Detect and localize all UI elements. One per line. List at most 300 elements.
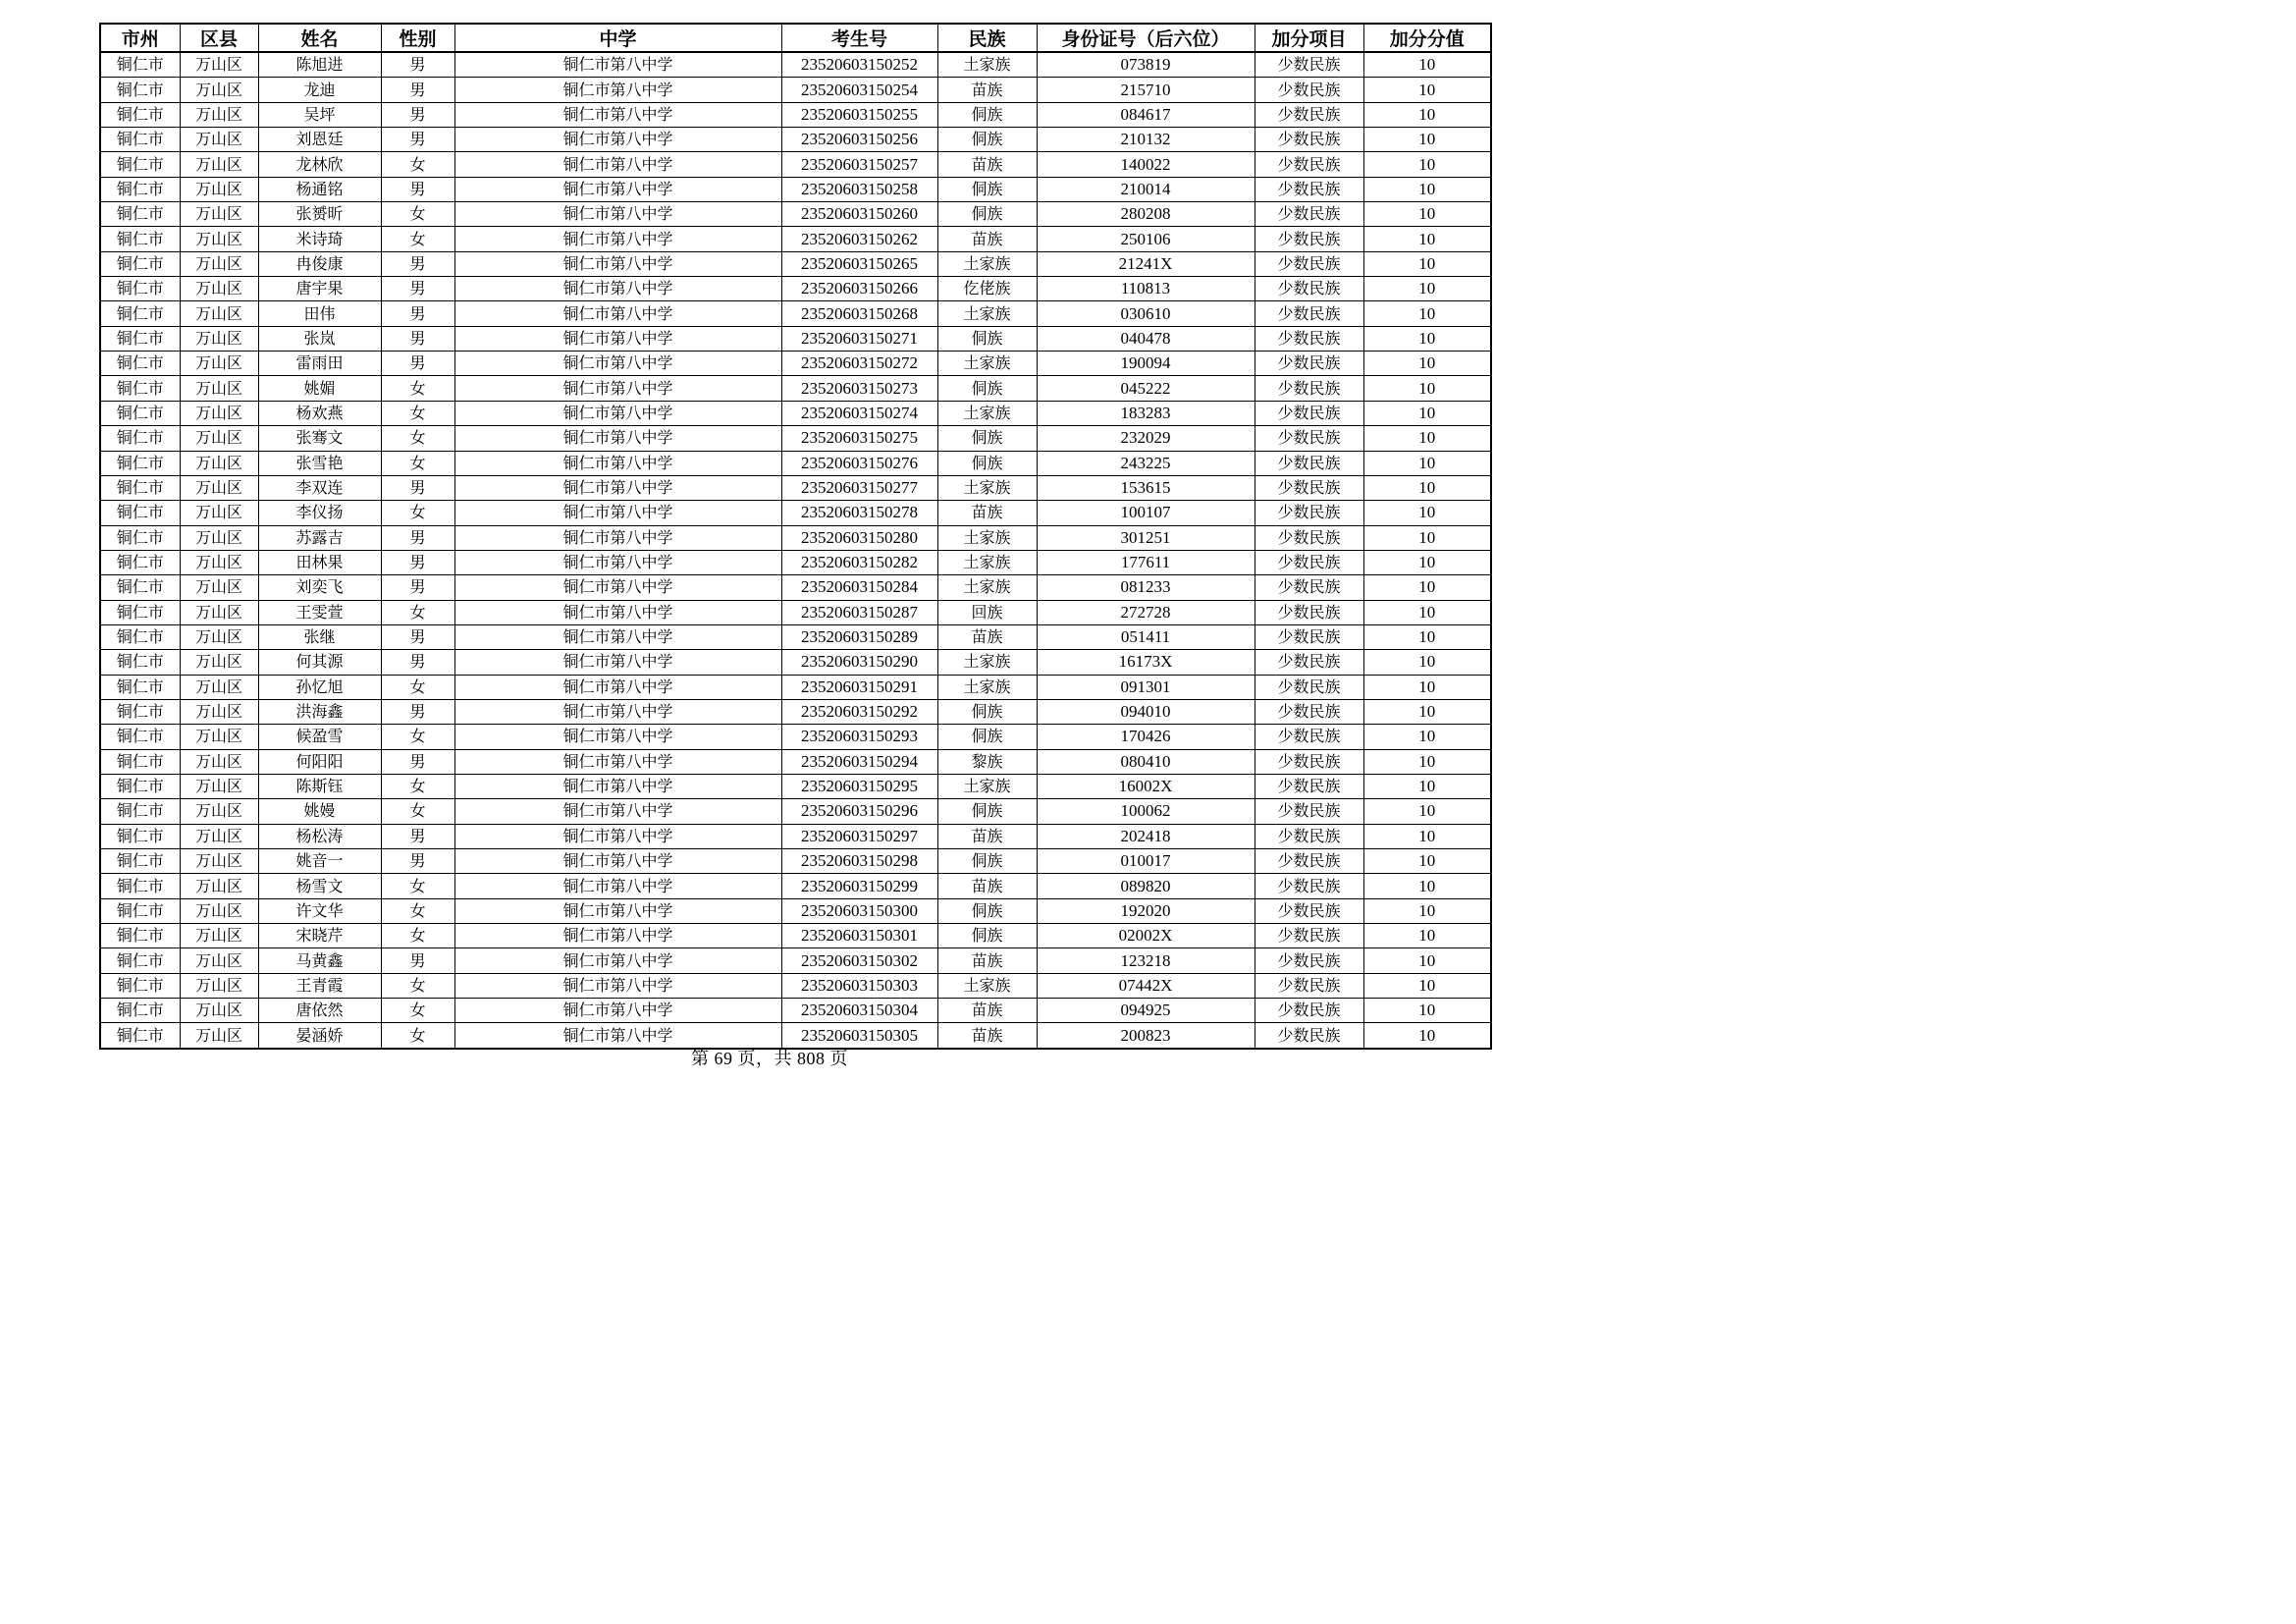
cell-bonus-item: 少数民族 [1255,426,1363,451]
cell-district: 万山区 [180,799,258,824]
cell-bonus-value: 10 [1363,525,1491,550]
cell-id-last-six: 215710 [1037,78,1255,102]
cell-ethnicity: 仡佬族 [937,277,1037,301]
cell-city: 铜仁市 [100,177,180,201]
cell-bonus-value: 10 [1363,898,1491,923]
cell-bonus-item: 少数民族 [1255,501,1363,525]
table-header-row [100,24,1491,52]
cell-candidate-number: 23520603150274 [781,401,937,425]
cell-name: 李仪扬 [258,501,381,525]
table-row [100,973,1491,998]
cell-city: 铜仁市 [100,277,180,301]
cell-gender: 女 [381,799,454,824]
cell-name: 杨松涛 [258,824,381,848]
cell-bonus-item: 少数民族 [1255,824,1363,848]
cell-district: 万山区 [180,924,258,948]
table-row [100,924,1491,948]
cell-district: 万山区 [180,874,258,898]
cell-city: 铜仁市 [100,849,180,874]
cell-district: 万山区 [180,1023,258,1049]
cell-gender: 男 [381,624,454,649]
cell-bonus-value: 10 [1363,774,1491,798]
cell-id-last-six: 094925 [1037,999,1255,1023]
cell-gender: 男 [381,352,454,376]
cell-bonus-value: 10 [1363,849,1491,874]
cell-gender: 男 [381,650,454,675]
cell-id-last-six: 051411 [1037,624,1255,649]
cell-candidate-number: 23520603150280 [781,525,937,550]
cell-school: 铜仁市第八中学 [454,799,781,824]
cell-district: 万山区 [180,948,258,973]
cell-bonus-value: 10 [1363,874,1491,898]
cell-id-last-six: 081233 [1037,575,1255,600]
cell-city: 铜仁市 [100,451,180,475]
table-row [100,401,1491,425]
cell-gender: 女 [381,426,454,451]
table-row [100,202,1491,227]
cell-bonus-value: 10 [1363,650,1491,675]
cell-id-last-six: 100107 [1037,501,1255,525]
cell-school: 铜仁市第八中学 [454,102,781,127]
cell-id-last-six: 170426 [1037,725,1255,749]
cell-school: 铜仁市第八中学 [454,501,781,525]
cell-ethnicity: 苗族 [937,78,1037,102]
cell-id-last-six: 202418 [1037,824,1255,848]
cell-candidate-number: 23520603150262 [781,227,937,251]
cell-id-last-six: 123218 [1037,948,1255,973]
cell-ethnicity: 土家族 [937,475,1037,500]
cell-candidate-number: 23520603150297 [781,824,937,848]
cell-gender: 男 [381,251,454,276]
cell-name: 龙林欣 [258,152,381,177]
cell-name: 姚媚 [258,376,381,401]
cell-bonus-value: 10 [1363,624,1491,649]
cell-ethnicity: 苗族 [937,624,1037,649]
cell-city: 铜仁市 [100,749,180,774]
cell-candidate-number: 23520603150272 [781,352,937,376]
cell-gender: 男 [381,177,454,201]
cell-gender: 女 [381,725,454,749]
cell-gender: 女 [381,401,454,425]
table-row [100,52,1491,78]
cell-name: 张继 [258,624,381,649]
cell-school: 铜仁市第八中学 [454,177,781,201]
cell-district: 万山区 [180,102,258,127]
cell-city: 铜仁市 [100,575,180,600]
cell-name: 许文华 [258,898,381,923]
cell-id-last-six: 089820 [1037,874,1255,898]
table-row [100,352,1491,376]
cell-ethnicity: 土家族 [937,301,1037,326]
cell-district: 万山区 [180,376,258,401]
bonus-points-table [99,23,1492,1050]
cell-bonus-value: 10 [1363,1023,1491,1049]
cell-gender: 女 [381,675,454,699]
cell-bonus-value: 10 [1363,575,1491,600]
cell-id-last-six: 094010 [1037,699,1255,724]
cell-bonus-item: 少数民族 [1255,102,1363,127]
table-row [100,849,1491,874]
cell-candidate-number: 23520603150291 [781,675,937,699]
cell-district: 万山区 [180,849,258,874]
cell-ethnicity: 土家族 [937,973,1037,998]
cell-bonus-item: 少数民族 [1255,600,1363,624]
cell-ethnicity: 侗族 [937,376,1037,401]
cell-school: 铜仁市第八中学 [454,725,781,749]
cell-candidate-number: 23520603150290 [781,650,937,675]
cell-district: 万山区 [180,401,258,425]
cell-ethnicity: 侗族 [937,898,1037,923]
cell-district: 万山区 [180,177,258,201]
cell-district: 万山区 [180,202,258,227]
cell-bonus-value: 10 [1363,451,1491,475]
cell-candidate-number: 23520603150273 [781,376,937,401]
cell-id-last-six: 084617 [1037,102,1255,127]
table-body [100,52,1491,1049]
cell-district: 万山区 [180,675,258,699]
cell-bonus-value: 10 [1363,675,1491,699]
cell-gender: 男 [381,102,454,127]
cell-gender: 男 [381,849,454,874]
cell-ethnicity: 侗族 [937,326,1037,351]
cell-candidate-number: 23520603150302 [781,948,937,973]
cell-gender: 男 [381,575,454,600]
table-row [100,277,1491,301]
cell-city: 铜仁市 [100,352,180,376]
cell-gender: 男 [381,475,454,500]
cell-city: 铜仁市 [100,525,180,550]
cell-bonus-value: 10 [1363,326,1491,351]
cell-name: 杨雪文 [258,874,381,898]
cell-candidate-number: 23520603150277 [781,475,937,500]
table-row [100,525,1491,550]
cell-name: 杨欢燕 [258,401,381,425]
cell-city: 铜仁市 [100,301,180,326]
cell-school: 铜仁市第八中学 [454,277,781,301]
table-row [100,550,1491,574]
cell-candidate-number: 23520603150298 [781,849,937,874]
cell-bonus-item: 少数民族 [1255,725,1363,749]
cell-bonus-value: 10 [1363,426,1491,451]
header-id-last-six: 身份证号（后六位） [1037,24,1255,52]
cell-district: 万山区 [180,128,258,152]
cell-bonus-item: 少数民族 [1255,550,1363,574]
table-row [100,376,1491,401]
cell-city: 铜仁市 [100,52,180,78]
cell-bonus-item: 少数民族 [1255,973,1363,998]
cell-name: 李双连 [258,475,381,500]
table-row [100,624,1491,649]
cell-gender: 男 [381,277,454,301]
cell-school: 铜仁市第八中学 [454,475,781,500]
cell-id-last-six: 280208 [1037,202,1255,227]
cell-gender: 男 [381,948,454,973]
cell-name: 米诗琦 [258,227,381,251]
cell-name: 田伟 [258,301,381,326]
table-row [100,102,1491,127]
cell-candidate-number: 23520603150278 [781,501,937,525]
header-name: 姓名 [258,24,381,52]
cell-bonus-item: 少数民族 [1255,849,1363,874]
cell-id-last-six: 183283 [1037,401,1255,425]
table-row [100,799,1491,824]
header-district: 区县 [180,24,258,52]
cell-name: 姚嫚 [258,799,381,824]
cell-school: 铜仁市第八中学 [454,624,781,649]
table-row [100,301,1491,326]
table-row [100,774,1491,798]
cell-name: 杨通铭 [258,177,381,201]
cell-id-last-six: 272728 [1037,600,1255,624]
cell-bonus-item: 少数民族 [1255,301,1363,326]
header-bonus-item: 加分项目 [1255,24,1363,52]
cell-gender: 男 [381,128,454,152]
cell-school: 铜仁市第八中学 [454,128,781,152]
header-city: 市州 [100,24,180,52]
cell-gender: 女 [381,774,454,798]
cell-candidate-number: 23520603150289 [781,624,937,649]
cell-name: 雷雨田 [258,352,381,376]
header-candidate-number: 考生号 [781,24,937,52]
cell-id-last-six: 080410 [1037,749,1255,774]
cell-gender: 女 [381,202,454,227]
cell-name: 姚音一 [258,849,381,874]
cell-school: 铜仁市第八中学 [454,352,781,376]
cell-district: 万山区 [180,575,258,600]
cell-city: 铜仁市 [100,251,180,276]
cell-id-last-six: 091301 [1037,675,1255,699]
cell-district: 万山区 [180,277,258,301]
cell-district: 万山区 [180,352,258,376]
cell-id-last-six: 010017 [1037,849,1255,874]
cell-gender: 男 [381,525,454,550]
cell-bonus-item: 少数民族 [1255,948,1363,973]
cell-city: 铜仁市 [100,152,180,177]
cell-school: 铜仁市第八中学 [454,575,781,600]
cell-ethnicity: 侗族 [937,799,1037,824]
cell-ethnicity: 土家族 [937,550,1037,574]
cell-bonus-value: 10 [1363,475,1491,500]
cell-bonus-value: 10 [1363,376,1491,401]
cell-school: 铜仁市第八中学 [454,948,781,973]
cell-bonus-item: 少数民族 [1255,277,1363,301]
cell-school: 铜仁市第八中学 [454,401,781,425]
cell-bonus-item: 少数民族 [1255,78,1363,102]
cell-name: 刘恩廷 [258,128,381,152]
cell-gender: 女 [381,152,454,177]
cell-name: 田林果 [258,550,381,574]
cell-ethnicity: 侗族 [937,849,1037,874]
cell-school: 铜仁市第八中学 [454,426,781,451]
cell-bonus-value: 10 [1363,799,1491,824]
cell-candidate-number: 23520603150258 [781,177,937,201]
cell-bonus-value: 10 [1363,600,1491,624]
cell-gender: 男 [381,326,454,351]
cell-district: 万山区 [180,501,258,525]
table-row [100,600,1491,624]
cell-bonus-item: 少数民族 [1255,152,1363,177]
table-row [100,699,1491,724]
cell-candidate-number: 23520603150255 [781,102,937,127]
cell-id-last-six: 21241X [1037,251,1255,276]
cell-candidate-number: 23520603150256 [781,128,937,152]
cell-bonus-value: 10 [1363,251,1491,276]
cell-city: 铜仁市 [100,475,180,500]
table-row [100,725,1491,749]
cell-id-last-six: 030610 [1037,301,1255,326]
cell-school: 铜仁市第八中学 [454,78,781,102]
cell-gender: 男 [381,52,454,78]
page-footer: 第 69 页，共 808 页 [691,1049,848,1068]
cell-city: 铜仁市 [100,227,180,251]
cell-candidate-number: 23520603150276 [781,451,937,475]
cell-ethnicity: 土家族 [937,774,1037,798]
header-gender: 性别 [381,24,454,52]
cell-district: 万山区 [180,251,258,276]
cell-district: 万山区 [180,774,258,798]
table-row [100,128,1491,152]
cell-name: 王雯萱 [258,600,381,624]
cell-candidate-number: 23520603150293 [781,725,937,749]
cell-candidate-number: 23520603150254 [781,78,937,102]
cell-gender: 女 [381,898,454,923]
cell-candidate-number: 23520603150284 [781,575,937,600]
cell-bonus-item: 少数民族 [1255,924,1363,948]
cell-gender: 男 [381,78,454,102]
cell-ethnicity: 土家族 [937,401,1037,425]
cell-ethnicity: 苗族 [937,824,1037,848]
table-row [100,227,1491,251]
cell-ethnicity: 苗族 [937,227,1037,251]
cell-id-last-six: 07442X [1037,973,1255,998]
cell-bonus-item: 少数民族 [1255,177,1363,201]
cell-gender: 女 [381,1023,454,1049]
cell-bonus-value: 10 [1363,401,1491,425]
cell-district: 万山区 [180,650,258,675]
cell-ethnicity: 侗族 [937,177,1037,201]
cell-city: 铜仁市 [100,948,180,973]
cell-district: 万山区 [180,600,258,624]
cell-id-last-six: 140022 [1037,152,1255,177]
cell-gender: 女 [381,376,454,401]
cell-bonus-item: 少数民族 [1255,525,1363,550]
cell-id-last-six: 100062 [1037,799,1255,824]
cell-school: 铜仁市第八中学 [454,227,781,251]
table-row [100,177,1491,201]
cell-district: 万山区 [180,301,258,326]
cell-gender: 女 [381,924,454,948]
cell-ethnicity: 土家族 [937,52,1037,78]
cell-ethnicity: 土家族 [937,650,1037,675]
cell-id-last-six: 190094 [1037,352,1255,376]
table-row [100,475,1491,500]
cell-id-last-six: 02002X [1037,924,1255,948]
cell-bonus-item: 少数民族 [1255,898,1363,923]
cell-city: 铜仁市 [100,874,180,898]
cell-bonus-value: 10 [1363,924,1491,948]
cell-candidate-number: 23520603150268 [781,301,937,326]
header-ethnicity: 民族 [937,24,1037,52]
cell-ethnicity: 苗族 [937,501,1037,525]
cell-school: 铜仁市第八中学 [454,525,781,550]
cell-id-last-six: 243225 [1037,451,1255,475]
cell-school: 铜仁市第八中学 [454,749,781,774]
cell-bonus-value: 10 [1363,152,1491,177]
cell-name: 陈斯钰 [258,774,381,798]
cell-ethnicity: 黎族 [937,749,1037,774]
cell-candidate-number: 23520603150299 [781,874,937,898]
cell-city: 铜仁市 [100,973,180,998]
table-row [100,650,1491,675]
cell-school: 铜仁市第八中学 [454,874,781,898]
cell-bonus-item: 少数民族 [1255,227,1363,251]
cell-school: 铜仁市第八中学 [454,675,781,699]
cell-candidate-number: 23520603150292 [781,699,937,724]
cell-name: 吴坪 [258,102,381,127]
cell-bonus-item: 少数民族 [1255,352,1363,376]
cell-name: 陈旭进 [258,52,381,78]
cell-bonus-value: 10 [1363,128,1491,152]
cell-city: 铜仁市 [100,774,180,798]
cell-ethnicity: 侗族 [937,426,1037,451]
cell-school: 铜仁市第八中学 [454,202,781,227]
cell-bonus-value: 10 [1363,78,1491,102]
cell-id-last-six: 045222 [1037,376,1255,401]
table-row [100,749,1491,774]
cell-candidate-number: 23520603150265 [781,251,937,276]
cell-ethnicity: 侗族 [937,924,1037,948]
cell-bonus-item: 少数民族 [1255,326,1363,351]
cell-district: 万山区 [180,999,258,1023]
cell-name: 何阳阳 [258,749,381,774]
cell-id-last-six: 210014 [1037,177,1255,201]
cell-name: 宋晓芹 [258,924,381,948]
cell-candidate-number: 23520603150282 [781,550,937,574]
header-bonus-value: 加分分值 [1363,24,1491,52]
cell-district: 万山区 [180,227,258,251]
cell-ethnicity: 侗族 [937,102,1037,127]
cell-candidate-number: 23520603150295 [781,774,937,798]
cell-bonus-value: 10 [1363,824,1491,848]
cell-city: 铜仁市 [100,1023,180,1049]
cell-id-last-six: 16173X [1037,650,1255,675]
cell-bonus-item: 少数民族 [1255,675,1363,699]
cell-ethnicity: 苗族 [937,999,1037,1023]
cell-school: 铜仁市第八中学 [454,52,781,78]
cell-bonus-item: 少数民族 [1255,799,1363,824]
cell-gender: 女 [381,451,454,475]
cell-id-last-six: 250106 [1037,227,1255,251]
cell-ethnicity: 苗族 [937,152,1037,177]
cell-city: 铜仁市 [100,624,180,649]
cell-ethnicity: 土家族 [937,575,1037,600]
table-row [100,426,1491,451]
cell-city: 铜仁市 [100,401,180,425]
cell-school: 铜仁市第八中学 [454,999,781,1023]
cell-ethnicity: 侗族 [937,725,1037,749]
cell-school: 铜仁市第八中学 [454,924,781,948]
cell-school: 铜仁市第八中学 [454,699,781,724]
cell-name: 张雪艳 [258,451,381,475]
cell-city: 铜仁市 [100,326,180,351]
cell-bonus-value: 10 [1363,177,1491,201]
cell-gender: 女 [381,874,454,898]
cell-bonus-item: 少数民族 [1255,376,1363,401]
cell-bonus-value: 10 [1363,948,1491,973]
cell-ethnicity: 侗族 [937,451,1037,475]
cell-ethnicity: 土家族 [937,675,1037,699]
cell-name: 张骞文 [258,426,381,451]
